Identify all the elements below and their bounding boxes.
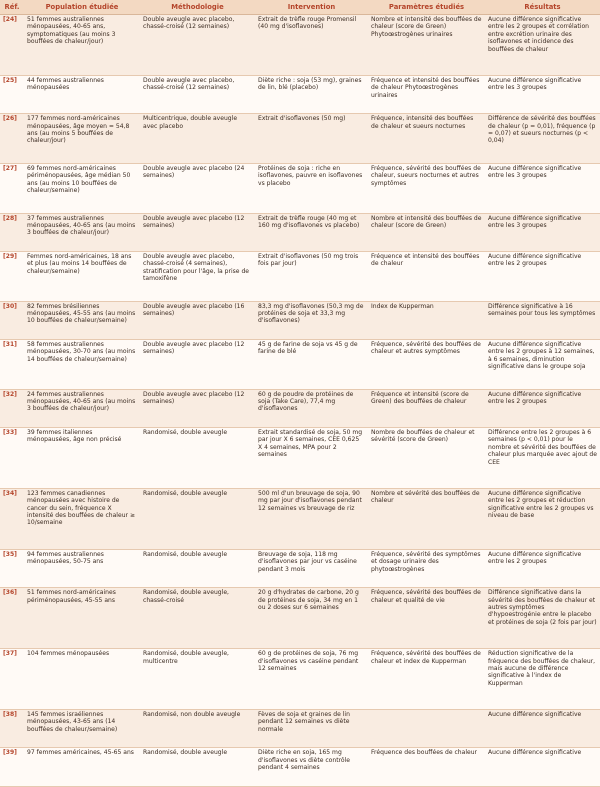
methodology-cell: Double aveugle avec placebo, chassé-croisé (12 semaines) — [140, 15, 255, 76]
parameters-cell: Fréquence et intensité des bouffées de chaleur Phytoœstrogènes urinaires — [368, 75, 485, 113]
methodology-cell: Multicentrique, double aveugle avec placebo — [140, 114, 255, 164]
ref-cell: [25] — [0, 75, 24, 113]
parameters-cell: Nombre et intensité des bouffées de chaleur (score de Green) Phytoœstrogènes urinaires — [368, 15, 485, 76]
population-cell: 177 femmes nord-américaines ménopausées, âge moyen = 54,8 ans (au moins 5 bouffées de chaleur/jour) — [24, 114, 140, 164]
header-intervention: Intervention — [255, 0, 368, 15]
header-results: Résultats — [485, 0, 600, 15]
parameters-cell — [368, 710, 485, 748]
ref-cell: [34] — [0, 488, 24, 549]
results-cell: Aucune différence significative entre les 2 groupes — [485, 251, 600, 301]
ref-cell: [29] — [0, 251, 24, 301]
results-cell: Différence de sévérité des bouffées de chaleur (p = 0,01), fréquence (p = 0,07) et sueurs nocturnes (p < 0,04) — [485, 114, 600, 164]
methodology-cell: Randomisé, double aveugle, multicentre — [140, 649, 255, 710]
results-cell: Aucune différence significative — [485, 748, 600, 787]
population-cell: 97 femmes américaines, 45-65 ans — [24, 748, 140, 787]
parameters-cell: Fréquence, sévérité des bouffées de chaleur et index de Kupperman — [368, 649, 485, 710]
table-row — [0, 114, 600, 164]
parameters-cell: Fréquence et intensité (score de Green) des bouffées de chaleur — [368, 389, 485, 427]
ref-cell: [31] — [0, 340, 24, 390]
parameters-cell: Fréquence, sévérité des bouffées de chaleur et qualité de vie — [368, 588, 485, 649]
header-methodology: Méthodologie — [140, 0, 255, 15]
methodology-cell: Randomisé, double aveugle — [140, 428, 255, 489]
results-cell: Différence significative à 16 semaines pour tous les symptômes — [485, 301, 600, 339]
table-row — [0, 301, 600, 339]
table-row — [0, 75, 600, 113]
results-cell: Aucune différence significative entre les 2 groupes et corrélation entre excrétion urinaire des isoflavones et incidence des bouffées de chaleur — [485, 15, 600, 76]
ref-cell: [27] — [0, 163, 24, 213]
intervention-cell: Extrait de trèfle rouge (40 mg et 160 mg d'isoflavones vs placebo) — [255, 213, 368, 251]
methodology-cell: Double aveugle avec placebo (24 semaines) — [140, 163, 255, 213]
ref-cell: [36] — [0, 588, 24, 649]
intervention-cell: Breuvage de soja, 118 mg d'isoflavones par jour vs caséine pendant 3 mois — [255, 549, 368, 587]
intervention-cell: Diète riche : soja (53 mg), graines de lin, blé (placebo) — [255, 75, 368, 113]
population-cell: 145 femmes israéliennes ménopausées, 43-65 ans (14 bouffées de chaleur/semaine) — [24, 710, 140, 748]
results-cell: Aucune différence significative — [485, 710, 600, 748]
population-cell: 37 femmes australiennes ménopausées, 40-65 ans (au moins 3 bouffées de chaleur/jour) — [24, 213, 140, 251]
methodology-cell: Double aveugle avec placebo (12 semaines) — [140, 340, 255, 390]
intervention-cell: Extrait d'isoflavones (50 mg trois fois par jour) — [255, 251, 368, 301]
intervention-cell: 20 g d'hydrates de carbone, 20 g de protéines de soja, 34 mg en 1 ou 2 doses sur 6 semaines — [255, 588, 368, 649]
table-row — [0, 163, 600, 213]
header-row — [0, 0, 600, 15]
ref-cell: [26] — [0, 114, 24, 164]
population-cell: 94 femmes australiennes ménopausées, 50-75 ans — [24, 549, 140, 587]
population-cell: 69 femmes nord-américaines périménopausées, âge médian 50 ans (au moins 10 bouffées de chaleur/semaine) — [24, 163, 140, 213]
methodology-cell: Double aveugle avec placebo (12 semaines) — [140, 213, 255, 251]
population-cell: 51 femmes nord-américaines périménopausées, 45-55 ans — [24, 588, 140, 649]
intervention-cell: Protéines de soja : riche en isoflavones, pauvre en isoflavones vs placebo — [255, 163, 368, 213]
population-cell: 44 femmes australiennes ménopausées — [24, 75, 140, 113]
intervention-cell: Diète riche en soja, 165 mg d'isoflavones vs diète contrôle pendant 4 semaines — [255, 748, 368, 787]
results-cell: Aucune différence significative entre les 2 groupes — [485, 549, 600, 587]
intervention-cell: Fèves de soja et graines de lin pendant 12 semaines vs diète normale — [255, 710, 368, 748]
intervention-cell: Extrait d'isoflavones (50 mg) — [255, 114, 368, 164]
table-row — [0, 340, 600, 390]
intervention-cell: 500 ml d'un breuvage de soja, 90 mg par jour d'isoflavones pendant 12 semaines vs breuvage de riz — [255, 488, 368, 549]
intervention-cell: 60 g de protéines de soja, 76 mg d'isoflavones vs caséine pendant 12 semaines — [255, 649, 368, 710]
ref-cell: [39] — [0, 748, 24, 787]
table-row — [0, 588, 600, 649]
parameters-cell: Nombre et intensité des bouffées de chaleur (score de Green) — [368, 213, 485, 251]
results-cell: Aucune différence significative entre les 2 groupes et réduction significative entre les 2 groupes vs niveau de base — [485, 488, 600, 549]
population-cell: 39 femmes italiennes ménopausées, âge non précisé — [24, 428, 140, 489]
table-body — [0, 15, 600, 787]
ref-cell: [30] — [0, 301, 24, 339]
table-row — [0, 251, 600, 301]
methodology-cell: Double aveugle avec placebo, chassé-croisé (4 semaines), stratification pour l'âge, la prise de tamoxifène — [140, 251, 255, 301]
ref-cell: [35] — [0, 549, 24, 587]
methodology-cell: Double aveugle avec placebo (16 semaines) — [140, 301, 255, 339]
header-parameters: Paramètres étudiés — [368, 0, 485, 15]
table-row — [0, 428, 600, 489]
intervention-cell: 45 g de farine de soja vs 45 g de farine de blé — [255, 340, 368, 390]
methodology-cell: Double aveugle avec placebo (12 semaines) — [140, 389, 255, 427]
table-row — [0, 649, 600, 710]
population-cell: Femmes nord-américaines, 18 ans et plus (au moins 14 bouffées de chaleur/semaine) — [24, 251, 140, 301]
results-cell: Réduction significative de la fréquence des bouffées de chaleur, mais aucune de différence significative à l'index de Kupperman — [485, 649, 600, 710]
ref-cell: [28] — [0, 213, 24, 251]
ref-cell: [24] — [0, 15, 24, 76]
table-row — [0, 213, 600, 251]
ref-cell: [38] — [0, 710, 24, 748]
table-row — [0, 389, 600, 427]
table-row — [0, 710, 600, 748]
population-cell: 82 femmes brésiliennes ménopausées, 45-55 ans (au moins 10 bouffées de chaleur/semaine) — [24, 301, 140, 339]
methodology-cell: Randomisé, non double aveugle — [140, 710, 255, 748]
parameters-cell: Index de Kupperman — [368, 301, 485, 339]
population-cell: 51 femmes australiennes ménopausées, 40-65 ans, symptomatiques (au moins 3 bouffées de chaleur/jour) — [24, 15, 140, 76]
parameters-cell: Fréquence et intensité des bouffées de chaleur — [368, 251, 485, 301]
methodology-cell: Randomisé, double aveugle — [140, 549, 255, 587]
results-cell: Aucune différence significative entre les 3 groupes — [485, 213, 600, 251]
header-population: Population étudiée — [24, 0, 140, 15]
results-cell: Aucune différence significative entre les 3 groupes — [485, 75, 600, 113]
table-row — [0, 488, 600, 549]
parameters-cell: Fréquence, sévérité des bouffées de chaleur, sueurs nocturnes et autres symptômes — [368, 163, 485, 213]
methodology-cell: Double aveugle avec placebo, chassé-croisé (12 semaines) — [140, 75, 255, 113]
intervention-cell: Extrait de trèfle rouge Promensil (40 mg d'isoflavones) — [255, 15, 368, 76]
parameters-cell: Fréquence, sévérité des bouffées de chaleur et autres symptômes — [368, 340, 485, 390]
intervention-cell: 83,3 mg d'isoflavones (50,3 mg de protéines de soja et 33,3 mg d'isoflavones) — [255, 301, 368, 339]
results-cell: Aucune différence significative entre les 2 groupes à 12 semaines, à 6 semaines, diminution significative dans le groupe soja — [485, 340, 600, 390]
table-row — [0, 15, 600, 76]
parameters-cell: Nombre et sévérité des bouffées de chaleur — [368, 488, 485, 549]
intervention-cell: Extrait standardisé de soja, 50 mg par jour X 6 semaines, CEE 0,625 X 4 semaines, MPA pour 2 semaines — [255, 428, 368, 489]
table-row — [0, 549, 600, 587]
results-cell: Différence entre les 2 groupes à 6 semaines (p < 0,01) pour le nombre et sévérité des bouffées de chaleur plus marquée avec ajout de CEE — [485, 428, 600, 489]
parameters-cell: Fréquence des bouffées de chaleur — [368, 748, 485, 787]
results-cell: Aucune différence significative entre les 2 groupes — [485, 389, 600, 427]
ref-cell: [33] — [0, 428, 24, 489]
parameters-cell: Fréquence, intensité des bouffées de chaleur et sueurs nocturnes — [368, 114, 485, 164]
ref-cell: [37] — [0, 649, 24, 710]
header-ref: Réf. — [0, 0, 24, 15]
methodology-cell: Randomisé, double aveugle — [140, 748, 255, 787]
results-cell: Différence significative dans la sévérité des bouffées de chaleur et autres symptômes d'hypoestrogénie entre le placebo et protéines de soja (2 fois par jour) — [485, 588, 600, 649]
parameters-cell: Fréquence, sévérité des symptômes et dosage urinaire des phytoœstrogènes — [368, 549, 485, 587]
population-cell: 24 femmes australiennes ménopausées, 40-65 ans (au moins 3 bouffées de chaleur/jour) — [24, 389, 140, 427]
methodology-cell: Randomisé, double aveugle — [140, 488, 255, 549]
population-cell: 58 femmes australiennes ménopausées, 30-70 ans (au moins 14 bouffées de chaleur/semaine) — [24, 340, 140, 390]
results-cell: Aucune différence significative entre les 3 groupes — [485, 163, 600, 213]
population-cell: 123 femmes canadiennes ménopausées avec histoire de cancer du sein, fréquence X intensité des bouffées de chaleur ≥ 10/semaine — [24, 488, 140, 549]
intervention-cell: 60 g de poudre de protéines de soja (Take Care), 77,4 mg d'isoflavones — [255, 389, 368, 427]
ref-cell: [32] — [0, 389, 24, 427]
parameters-cell: Nombre de bouffées de chaleur et sévérité (score de Green) — [368, 428, 485, 489]
methodology-cell: Randomisé, double aveugle, chassé-croisé — [140, 588, 255, 649]
table-row — [0, 748, 600, 787]
population-cell: 104 femmes ménopausées — [24, 649, 140, 710]
